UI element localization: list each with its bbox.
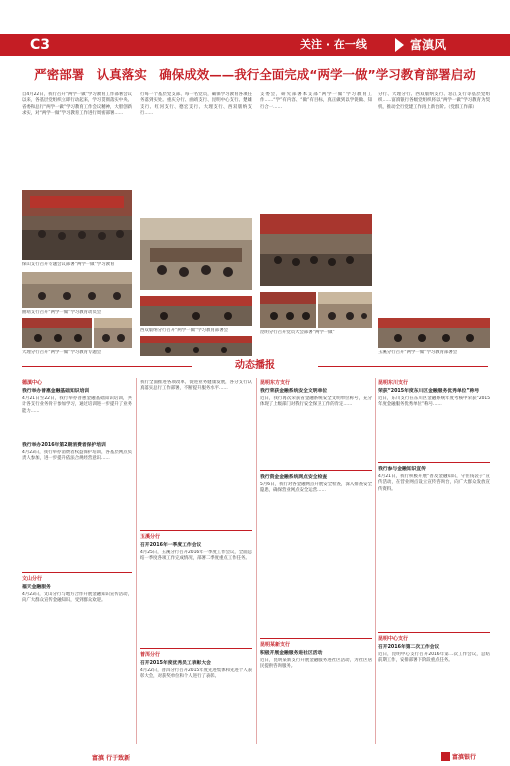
photo-meeting-9 <box>94 318 132 348</box>
news-headline: 召开2016年一季度工作会议 <box>140 543 202 548</box>
article-col-3: 支委会，研究部署本支部“两学一做”学习教育工作……“学”有内容、“做”有目标，真正做到以学促做、知行合一…… <box>260 92 372 110</box>
photo-caption: 玉溪分行召开“两学一做”学习教育部署会 <box>378 350 458 355</box>
news-body: 4月23日，我行举办消费者权益保护培训，各基层网点负责人参加，进一步提升依法合规经营意识…… <box>22 450 132 462</box>
photo-meeting-10 <box>140 336 252 356</box>
news-headline: 福天金融服务 <box>22 585 51 590</box>
news-headline: 召开2015年度优秀员工表彰大会 <box>140 661 211 666</box>
section-header <box>0 360 510 372</box>
divider <box>375 378 376 744</box>
news-tag: 昆明某新支行 <box>260 642 291 648</box>
news-headline: 我行资金金融系统网点安全检查 <box>260 475 328 480</box>
divider <box>260 638 372 639</box>
news-body: 近日，我行再次荣获省金融系统安全文明单位称号，充分体现了上级部门对我行安全保卫工作的肯定…… <box>260 396 372 408</box>
play-triangle-icon <box>395 38 404 52</box>
news-tag: 玉溪分行 <box>140 534 161 540</box>
photo-caption: 大理分行召开“两学一做”学习教育专题会 <box>22 350 102 355</box>
news-body: 近日，昆明中心支行召开2016年第二次工作会议，总结前期工作，安排部署下阶段重点任务。 <box>378 652 490 664</box>
brand-title: 富滇风 <box>410 38 447 52</box>
news-body: 我行全面推进各项改革，促进业务健康发展，各分支行认真落实总行工作部署，不断提升服务水平…… <box>140 380 252 392</box>
news-body: 4月25日，玉溪分行召开2016年一季度工作会议，全面总结一季度各项工作完成情况，部署二季度重点工作任务。 <box>140 550 252 562</box>
photo-caption: 昆明分行召开党员大会部署“两学一做” <box>260 330 335 335</box>
article-col-2: 行每一个基层党支部、每一名党员，确保学习教育各项任务落到实处。重庆分行、曲靖支行、昆明中心支行、楚雄支行、红河支行、德宏支行、大理支行、西双版纳支行…… <box>140 92 252 116</box>
page-headline: 严密部署 认真落实 确保成效——我行全面完成“两学一做”学习教育部署启动 <box>34 67 476 82</box>
divider <box>256 378 257 744</box>
divider <box>260 470 372 471</box>
news-headline: 荣获“2015年度东川区金融服务优秀单位”称号 <box>378 389 480 394</box>
news-headline: 我行荣获金融系统安全文明单位 <box>260 389 328 394</box>
photo-meeting-11 <box>378 318 490 348</box>
news-tag: 普洱分行 <box>140 652 161 658</box>
news-headline: 我行举办普惠金融基础知识培训 <box>22 389 90 394</box>
photo-meeting-5 <box>140 296 252 326</box>
news-body: 4月22日，普洱分行召开2015年度先进集体和先进个人表彰大会，对获奖单位和个人进行了表彰。 <box>140 668 252 680</box>
column-title: 关注 · 在一线 <box>300 38 367 51</box>
photo-meeting-2 <box>140 218 252 290</box>
article-col-4: 分行、大理分行、西双版纳支行、怒江支行等基层党组织……富滇银行各级党组织将以“两学一做”学习教育为契机，推动全行党建工作再上新台阶。（党群工作部） <box>378 92 490 110</box>
divider <box>22 572 132 573</box>
photo-meeting-8 <box>22 318 92 348</box>
news-tag: 文山分行 <box>22 576 43 582</box>
footer-brand: 富滇银行 <box>452 754 477 761</box>
news-body: 4月21日，我行积极开展“普及金融知识，守住钱袋子”宣传活动，在营业网点设立宣传咨询台，向广大群众发放宣传资料。 <box>378 474 490 492</box>
news-tag: 昆明东川支行 <box>378 380 409 386</box>
news-tag: 昆明东方支行 <box>260 380 291 386</box>
news-tag: 德滇中心 <box>22 380 43 386</box>
photo-caption: 保山支行召开专题会议部署“两学一做”学习教育 <box>22 262 115 267</box>
news-headline: 积极开展金融服务进社区活动 <box>260 651 323 656</box>
news-tag: 昆明中心支行 <box>378 636 409 642</box>
photo-meeting-4 <box>22 272 132 308</box>
divider <box>136 378 137 744</box>
footer-slogan: 富滇 行于致新 <box>92 755 131 762</box>
section-title: 动态播报 <box>235 360 275 371</box>
divider <box>140 648 252 649</box>
bank-logo-icon <box>441 752 450 761</box>
page-number: C3 <box>30 37 51 53</box>
photo-meeting-1 <box>22 190 132 260</box>
news-headline: 召开2016年第二次工作会议 <box>378 645 440 650</box>
article-col-1: 自4月22日，我行召开“两学一做”学习教育工作部署会议以来，各基层党组织立即行动起来，学习贯彻落实中央、省委和总行“两学一做”学习教育工作会议精神，大胆创新求实，对“两学一做”学习教育工作进行周密部署…… <box>22 92 132 116</box>
photo-meeting-6 <box>260 292 316 328</box>
photo-meeting-7 <box>318 292 372 328</box>
divider <box>378 632 490 633</box>
divider <box>318 366 488 367</box>
news-body: 近日，昆明某新支行开展金融服务进社区活动，为社区居民提供咨询服务。 <box>260 658 372 670</box>
news-body: 5月6日，我行对各金融网点开展安全检查，深入排查安全隐患，确保营业网点安全运营…… <box>260 482 372 494</box>
divider <box>140 530 252 531</box>
divider <box>22 366 192 367</box>
divider <box>378 462 490 463</box>
news-body: 4月21日至22日，我行举办普惠金融基础知识培训，共计各支行业务骨干参加学习，通过培训进一步提升了业务能力…… <box>22 396 132 414</box>
news-body: 近日，东川支行在东川区金融系统年度考核中荣获“2015年度金融服务优秀单位”称号…… <box>378 396 490 408</box>
news-body: 4月23日，文山分行与地方合作开展金融知识宣传活动，向广大群众宣传金融知识，受到群众欢迎。 <box>22 592 132 604</box>
photo-meeting-3 <box>260 214 372 286</box>
news-headline: 我行参与金融知识宣传 <box>378 467 426 472</box>
photo-caption: 曲靖支行召开“两学一做”学习教育动员会 <box>22 310 102 315</box>
news-headline: 我行举办2016年第2期消费者保护培训 <box>22 443 106 448</box>
photo-caption: 西双版纳分行召开“两学一做”学习教育部署会 <box>140 328 228 333</box>
